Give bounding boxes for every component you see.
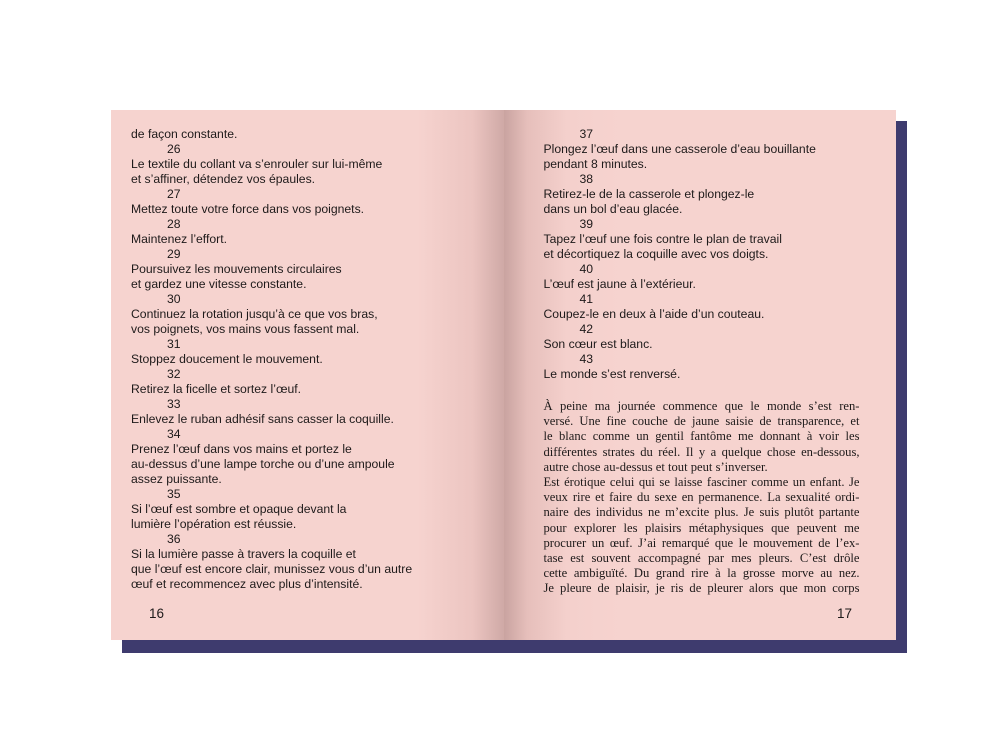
text-line: œuf et recommencez avec plus d’intensité. bbox=[131, 577, 363, 591]
text-line: Maintenez l’effort. bbox=[131, 232, 227, 246]
step-number: 42 bbox=[579, 322, 594, 336]
text-line: assez puissante. bbox=[131, 472, 222, 486]
text-line: et gardez une vitesse constante. bbox=[131, 277, 307, 291]
prose-line: procurer un œuf. J’ai remarqué que le mouvement de l’ex- bbox=[543, 535, 860, 550]
step-number: 37 bbox=[579, 127, 594, 141]
step-number: 43 bbox=[579, 352, 594, 366]
text-line: Mettez toute votre force dans vos poignets. bbox=[131, 202, 365, 216]
step-number: 30 bbox=[167, 292, 181, 306]
text-line: Coupez-le en deux à l’aide d’un couteau. bbox=[543, 307, 765, 321]
prose-line: versé. Une fine couche de jaune saisie de transparence, et bbox=[543, 414, 860, 429]
step-number: 27 bbox=[167, 187, 181, 201]
text-line: pendant 8 minutes. bbox=[543, 157, 648, 171]
prose-line: le blanc comme un gentil fantôme me donnant à voir les bbox=[543, 429, 860, 444]
text-line: lumière l’opération est réussie. bbox=[131, 517, 297, 531]
step-number: 31 bbox=[167, 337, 181, 351]
text-line: Poursuivez les mouvements circulaires bbox=[131, 262, 342, 276]
step-number: 34 bbox=[167, 427, 181, 441]
step-number: 39 bbox=[579, 217, 594, 231]
text-line: vos poignets, vos mains vous fassent mal. bbox=[131, 322, 360, 336]
text-line: Si l’œuf est sombre et opaque devant la bbox=[131, 502, 347, 516]
right-page-prose bbox=[544, 399, 860, 597]
text-line: Si la lumière passe à travers la coquille et bbox=[131, 547, 356, 561]
prose-line: veux rire et faire du sexe en permanence. La sexualité ordi- bbox=[543, 490, 860, 505]
step-number: 33 bbox=[167, 397, 181, 411]
prose-line: cette ambiguïté. Du grand rire à la grosse morve au nez. bbox=[543, 566, 860, 581]
text-line: Le textile du collant va s’enrouler sur lui-même bbox=[131, 157, 383, 171]
step-number: 36 bbox=[167, 532, 181, 546]
step-number: 28 bbox=[167, 217, 181, 231]
right-page-number: 17 bbox=[836, 606, 852, 621]
text-line: Continuez la rotation jusqu’à ce que vos bras, bbox=[131, 307, 378, 321]
text-line: Son cœur est blanc. bbox=[543, 337, 653, 351]
step-number: 26 bbox=[167, 142, 181, 156]
prose-line: À peine ma journée commence que le monde s’est ren- bbox=[543, 399, 860, 413]
left-page bbox=[111, 110, 504, 640]
text-line: que l’œuf est encore clair, munissez vous d’un autre bbox=[131, 562, 413, 576]
text-line: Stoppez doucement le mouvement. bbox=[131, 352, 323, 366]
prose-line: différentes strates du réel. Il y a quelque chose en-dessous, bbox=[543, 444, 860, 459]
prose-line: tase est souvent accompagné par mes pleurs. C’est drôle bbox=[543, 551, 860, 566]
prose-line: pour explorer les plaisirs métaphysiques que peuvent me bbox=[543, 520, 860, 535]
open-book-spread bbox=[111, 110, 896, 640]
text-line: dans un bol d’eau glacée. bbox=[543, 202, 683, 216]
step-number: 40 bbox=[579, 262, 594, 276]
prose-line: naire des individus ne m’excite plus. Je suis plutôt partante bbox=[543, 505, 860, 520]
text-line: au-dessus d’une lampe torche ou d’une ampoule bbox=[131, 457, 395, 471]
text-line: L’œuf est jaune à l’extérieur. bbox=[543, 277, 696, 291]
text-line: de façon constante. bbox=[131, 127, 238, 141]
step-number: 38 bbox=[579, 172, 594, 186]
step-number: 41 bbox=[579, 292, 594, 306]
text-line: Tapez l’œuf une fois contre le plan de travail bbox=[543, 232, 782, 246]
prose-line: autre chose au-dessus et tout peut s’inverser. bbox=[543, 459, 768, 474]
left-page-instructions bbox=[131, 127, 412, 592]
step-number: 35 bbox=[167, 487, 181, 501]
text-line: et s’affiner, détendez vos épaules. bbox=[131, 172, 316, 186]
left-page-number: 16 bbox=[149, 606, 165, 621]
step-number: 29 bbox=[167, 247, 181, 261]
text-line: Plongez l’œuf dans une casserole d’eau bouillante bbox=[543, 142, 816, 156]
text-line: Retirez la ficelle et sortez l’œuf. bbox=[131, 382, 302, 396]
text-line: Prenez l’œuf dans vos mains et portez le bbox=[131, 442, 352, 456]
text-line: Enlevez le ruban adhésif sans casser la coquille. bbox=[131, 412, 394, 426]
prose-line: Je pleure de plaisir, je ris de pleurer alors que mon corps bbox=[543, 581, 860, 596]
right-page bbox=[504, 110, 897, 640]
text-line: et décortiquez la coquille avec vos doigts. bbox=[543, 247, 769, 261]
text-line: Le monde s’est renversé. bbox=[543, 367, 681, 381]
text-line: Retirez-le de la casserole et plongez-le bbox=[543, 187, 755, 201]
right-page-instructions bbox=[544, 127, 816, 382]
step-number: 32 bbox=[167, 367, 181, 381]
prose-line: Est érotique celui qui se laisse fasciner comme un enfant. Je bbox=[543, 475, 860, 490]
